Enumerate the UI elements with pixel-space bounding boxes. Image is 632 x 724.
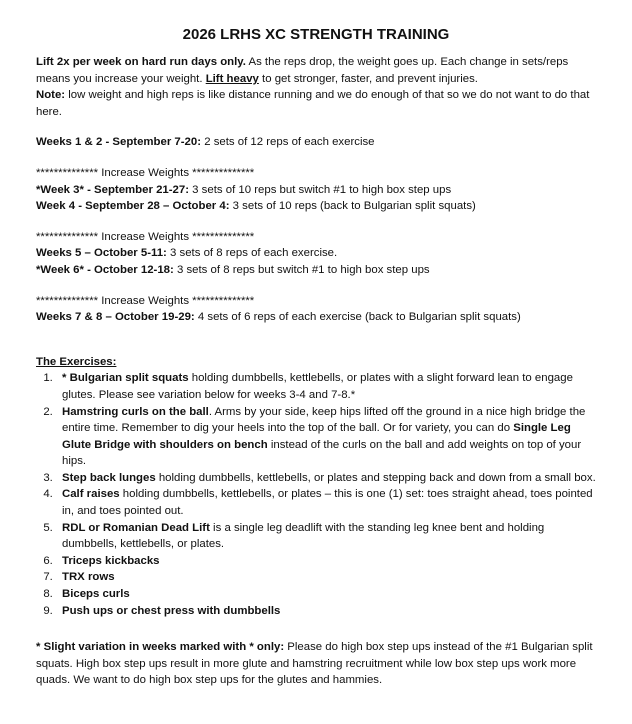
exercise-name: Step back lunges bbox=[62, 471, 156, 484]
exercise-name: * Bulgarian split squats bbox=[62, 372, 189, 385]
exercise-desc-2: instead of the curls on the ball and add weights on top of your hips. bbox=[62, 438, 582, 468]
weeks-1-2-text: 2 sets of 12 reps of each exercise bbox=[201, 136, 375, 149]
list-item bbox=[56, 370, 596, 403]
week-6-label: *Week 6* - October 12-18: bbox=[36, 263, 174, 276]
exercise-desc: holding dumbbells, kettlebells, or plates – this is one (1) set: toes straight ahead, toes pointed in, and toes pointed out. bbox=[62, 488, 593, 518]
exercises-heading: The Exercises: bbox=[36, 355, 117, 368]
weeks-7-8-label: Weeks 7 & 8 – October 19-29: bbox=[36, 311, 195, 324]
schedule-weeks-1-2 bbox=[36, 134, 596, 151]
intro-text-2: to get stronger, faster, and prevent injuries. bbox=[258, 72, 478, 85]
note-label: Note: bbox=[36, 89, 66, 102]
exercise-alt-name: Single Leg Glute Bridge with shoulders on bench bbox=[62, 422, 571, 451]
exercise-list bbox=[36, 370, 596, 619]
footnote-label: * Slight variation in weeks marked with * only: bbox=[36, 641, 285, 654]
list-item bbox=[56, 553, 596, 570]
exercise-name: Calf raises bbox=[62, 488, 120, 501]
intro-lead: Lift 2x per week on hard run days only. bbox=[36, 56, 246, 68]
exercise-name: RDL or Romanian Dead Lift bbox=[62, 521, 210, 534]
list-item bbox=[56, 486, 596, 519]
week-4-label: Week 4 - September 28 – October 4: bbox=[36, 200, 230, 213]
exercise-desc: holding dumbbells, kettlebells, or plates and stepping back and down from a small box. bbox=[155, 471, 596, 484]
week-3-text: 3 sets of 10 reps but switch #1 to high box step ups bbox=[189, 183, 452, 196]
schedule-weeks-3-4 bbox=[36, 165, 596, 215]
list-item bbox=[56, 569, 596, 586]
increase-weights-divider: ************** Increase Weights ************** bbox=[36, 166, 255, 179]
weeks-1-2-label: Weeks 1 & 2 - September 7-20: bbox=[36, 136, 202, 149]
week-5-text: 3 sets of 8 reps of each exercise. bbox=[166, 247, 338, 260]
variation-footnote bbox=[36, 639, 596, 689]
intro-text-1: As the reps drop, the weight goes up. Each change in sets/reps means you increase your weight. bbox=[36, 56, 569, 85]
increase-weights-divider: ************** Increase Weights ************** bbox=[36, 294, 255, 307]
weeks-7-8-text: 4 sets of 6 reps of each exercise (back to Bulgarian split squats) bbox=[194, 311, 521, 324]
note-text: low weight and high reps is like distance running and we do enough of that so we do not want to do that here. bbox=[36, 89, 590, 118]
footnote-text: Please do high box step ups instead of the #1 Bulgarian split squats. High box step ups result in more glute and hamstring recruitment while low box step ups work more quads. We want to do high box step ups for the glutes and hammies. bbox=[36, 641, 593, 687]
exercise-desc: is a single leg deadlift with the standing leg knee bent and holding dumbbells, kettlebells, or plates. bbox=[62, 521, 545, 551]
exercise-desc: . Arms by your side, keep hips lifted off the ground in a nice high bridge the entire time. Remember to dig your heels into the top of the ball. Or for variety, you can do bbox=[62, 405, 586, 435]
exercise-name: Triceps kickbacks bbox=[62, 554, 160, 567]
list-item bbox=[56, 404, 596, 470]
exercise-name: Push ups or chest press with dumbbells bbox=[62, 604, 281, 617]
list-item bbox=[56, 586, 596, 603]
list-item bbox=[56, 520, 596, 553]
exercise-desc: holding dumbbells, kettlebells, or plates with a slight forward lean to engage glutes. Please see variation below for weeks 3-4 and 7-8.* bbox=[62, 372, 573, 401]
lift-heavy-emphasis: Lift heavy bbox=[205, 72, 259, 85]
schedule-weeks-7-8 bbox=[36, 293, 596, 326]
schedule-weeks-5-6 bbox=[36, 229, 596, 279]
week-5-label: Weeks 5 – October 5-11: bbox=[36, 247, 167, 260]
increase-weights-divider: ************** Increase Weights ************** bbox=[36, 230, 255, 243]
exercise-name: Biceps curls bbox=[62, 588, 130, 601]
page-title: 2026 LRHS XC STRENGTH TRAINING bbox=[182, 26, 450, 43]
week-4-text: 3 sets of 10 reps (back to Bulgarian split squats) bbox=[229, 200, 476, 213]
exercise-name: Hamstring curls on the ball bbox=[62, 405, 209, 418]
list-item bbox=[56, 470, 596, 487]
intro-paragraph bbox=[36, 54, 596, 120]
list-item bbox=[56, 603, 596, 620]
exercise-name: TRX rows bbox=[62, 571, 115, 584]
week-3-label: *Week 3* - September 21-27: bbox=[36, 183, 190, 196]
week-6-text: 3 sets of 8 reps but switch #1 to high box step ups bbox=[173, 263, 430, 276]
